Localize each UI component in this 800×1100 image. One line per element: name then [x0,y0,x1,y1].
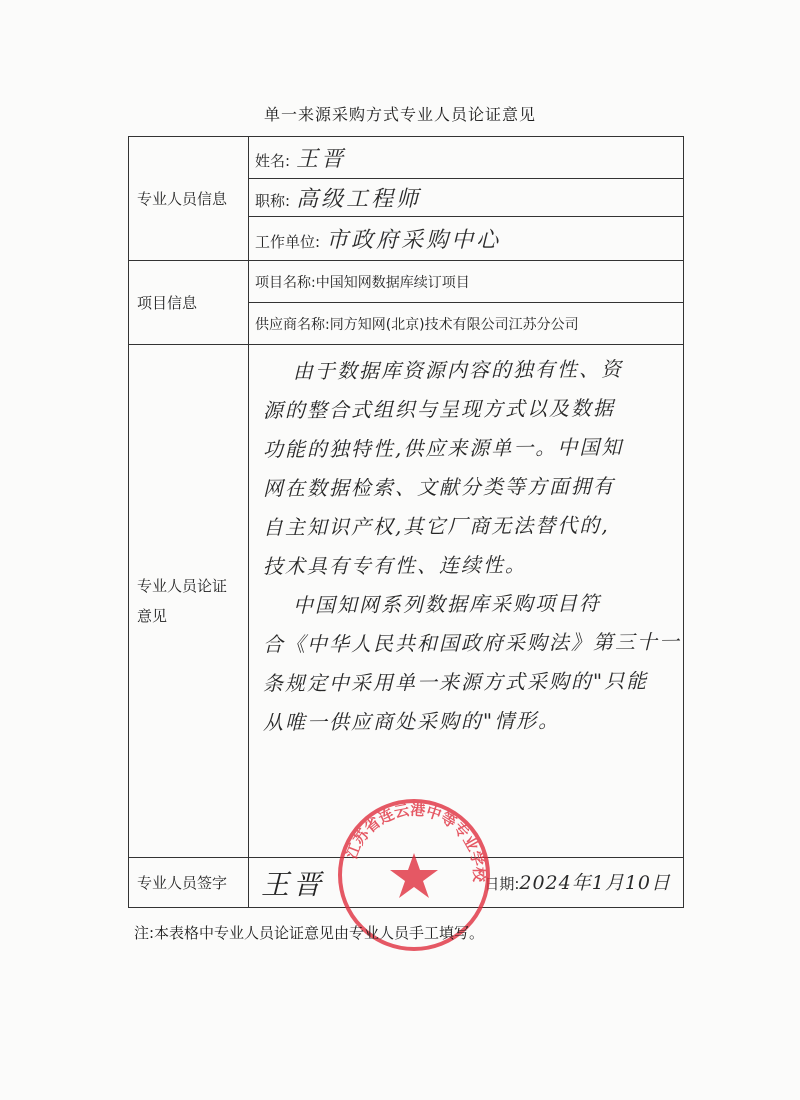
unit-field [249,217,684,261]
signature-value: 王晋 [261,867,326,901]
opinion-line: 合《中华人民共和国政府采购法》第三十一 [262,629,682,657]
opinion-line: 功能的独特性,供应来源单一。中国知 [262,434,624,462]
seal-star-icon [390,853,438,898]
footnote: 注:本表格中专业人员论证意见由专业人员手工填写。 [134,924,485,942]
argument-form-table [128,136,684,908]
seal-text: 江苏省连云港中等专业学校 [342,800,489,883]
title-value: 高级工程师 [296,187,422,212]
date-value: 2024年1月10日 [519,872,671,894]
project-name-field [249,261,684,303]
expert-info-label: 专业人员信息 [129,137,249,261]
project-name-value: 中国知网数据库续订项目 [315,274,470,291]
opinion-label-line2: 意见 [137,607,168,625]
date-field [484,868,671,895]
date-label: 日期: [484,875,520,893]
supplier-label: 供应商名称: [255,316,330,333]
name-label: 姓名: [255,152,291,170]
supplier-field [249,303,684,345]
unit-value: 市政府采购中心 [326,228,502,253]
opinion-line: 网在数据检索、文献分类等方面拥有 [262,473,616,501]
name-field [249,137,684,179]
opinion-content [249,345,684,858]
opinion-line: 条规定中采用单一来源方式采购的"只能 [262,668,649,696]
title-label: 职称: [255,192,291,210]
opinion-label [129,345,249,858]
project-name-label: 项目名称: [255,274,316,291]
supplier-value: 同方知网(北京)技术有限公司江苏分公司 [329,316,579,333]
opinion-line: 源的整合式组织与呈现方式以及数据 [262,395,616,423]
opinion-line: 从唯一供应商处采购的"情形。 [262,708,561,735]
signature-label: 专业人员签字 [129,858,249,908]
opinion-label-line1: 专业人员论证 [137,577,228,595]
opinion-line: 中国知网系列数据库采购项目符 [292,591,602,618]
unit-label: 工作单位: [255,233,321,251]
form-title: 单一来源采购方式专业人员论证意见 [263,105,536,124]
opinion-line: 由于数据库资源内容的独有性、资 [292,356,624,384]
opinion-line: 自主知识产权,其它厂商无法替代的, [262,513,610,540]
project-info-label: 项目信息 [129,261,249,345]
name-value: 王晋 [296,147,347,172]
title-field [249,179,684,217]
opinion-line: 技术具有专有性、连续性。 [262,552,528,579]
